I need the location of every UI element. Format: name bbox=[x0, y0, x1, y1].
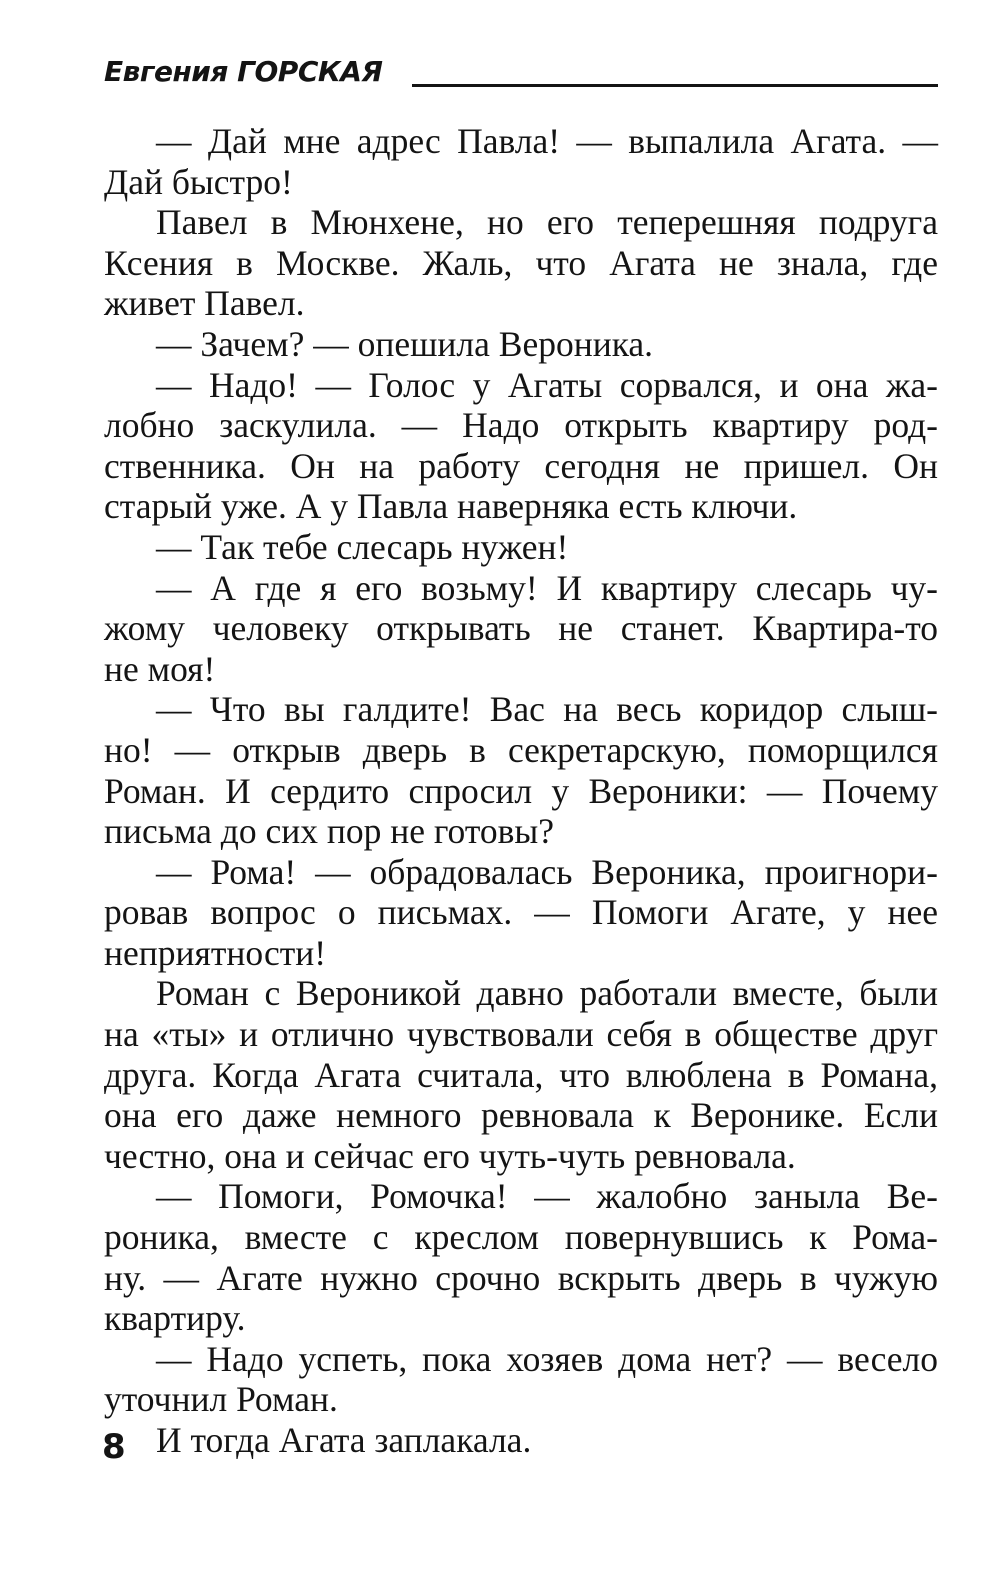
text-line: ственника. Он на работу сегодня не пришел. Он bbox=[104, 445, 938, 486]
text-line: Павел в Мюнхене, но его теперешняя подруга bbox=[156, 202, 938, 243]
text-line: старый уже. А у Павла наверняка есть ключи. bbox=[104, 486, 798, 527]
text-line: письма до сих пор не готовы? bbox=[104, 811, 554, 852]
text-line: — Зачем? — опешила Вероника. bbox=[156, 323, 654, 364]
text-line: — Рома! — обрадовалась Вероника, проигнори- bbox=[156, 851, 938, 892]
text-line: Роман. И сердито спросил у Вероники: — Почему bbox=[104, 770, 938, 811]
text-line: лобно заскулила. — Надо открыть квартиру род- bbox=[104, 405, 938, 446]
body-text bbox=[104, 121, 938, 1461]
author-name: Евгения ГОРСКАЯ bbox=[104, 55, 383, 88]
text-line: ровав вопрос о письмах. — Помоги Агате, у нее bbox=[104, 892, 938, 933]
text-line: на «ты» и отлично чувствовали себя в обществе друг bbox=[104, 1014, 938, 1055]
text-line: — Помоги, Ромочка! — жалобно заныла Ве- bbox=[156, 1176, 938, 1217]
text-line: уточнил Роман. bbox=[104, 1379, 338, 1420]
text-line: — Что вы галдите! Вас на весь коридор слыш- bbox=[156, 689, 938, 730]
text-line: ну. — Агате нужно срочно вскрыть дверь в чужую bbox=[104, 1257, 938, 1298]
page-number: 8 bbox=[102, 1427, 126, 1467]
text-line: она его даже немного ревновала к Веронике. Если bbox=[104, 1095, 938, 1136]
text-line: неприятности! bbox=[104, 932, 327, 973]
text-line: Дай быстро! bbox=[104, 161, 293, 202]
text-line: не моя! bbox=[104, 648, 216, 689]
text-line: — Надо успеть, пока хозяев дома нет? — весело bbox=[156, 1338, 938, 1379]
header-rule bbox=[412, 84, 938, 87]
text-line: — Надо! — Голос у Агаты сорвался, и она жа- bbox=[156, 364, 938, 405]
text-line: роника, вместе с креслом повернувшись к Рома- bbox=[104, 1217, 938, 1258]
text-line: квартиру. bbox=[104, 1298, 246, 1339]
running-head bbox=[104, 52, 938, 96]
text-line: друга. Когда Агата считала, что влюблена в Романа, bbox=[104, 1054, 938, 1095]
text-line: Ксения в Москве. Жаль, что Агата не знала, где bbox=[104, 242, 938, 283]
text-line: жому человеку открывать не станет. Квартира-то bbox=[104, 608, 938, 649]
text-line: — Так тебе слесарь нужен! bbox=[156, 526, 569, 567]
text-line: — Дай мне адрес Павла! — выпалила Агата. — bbox=[156, 121, 938, 161]
text-line: живет Павел. bbox=[104, 283, 305, 324]
text-line: но! — открыв дверь в секретарскую, поморщился bbox=[104, 729, 938, 770]
text-line: И тогда Агата заплакала. bbox=[156, 1420, 532, 1460]
text-line: честно, она и сейчас его чуть-чуть ревновала. bbox=[104, 1135, 796, 1176]
text-line: — А где я его возьму! И квартиру слесарь чу- bbox=[156, 567, 938, 608]
text-line: Роман с Вероникой давно работали вместе, были bbox=[156, 973, 938, 1014]
